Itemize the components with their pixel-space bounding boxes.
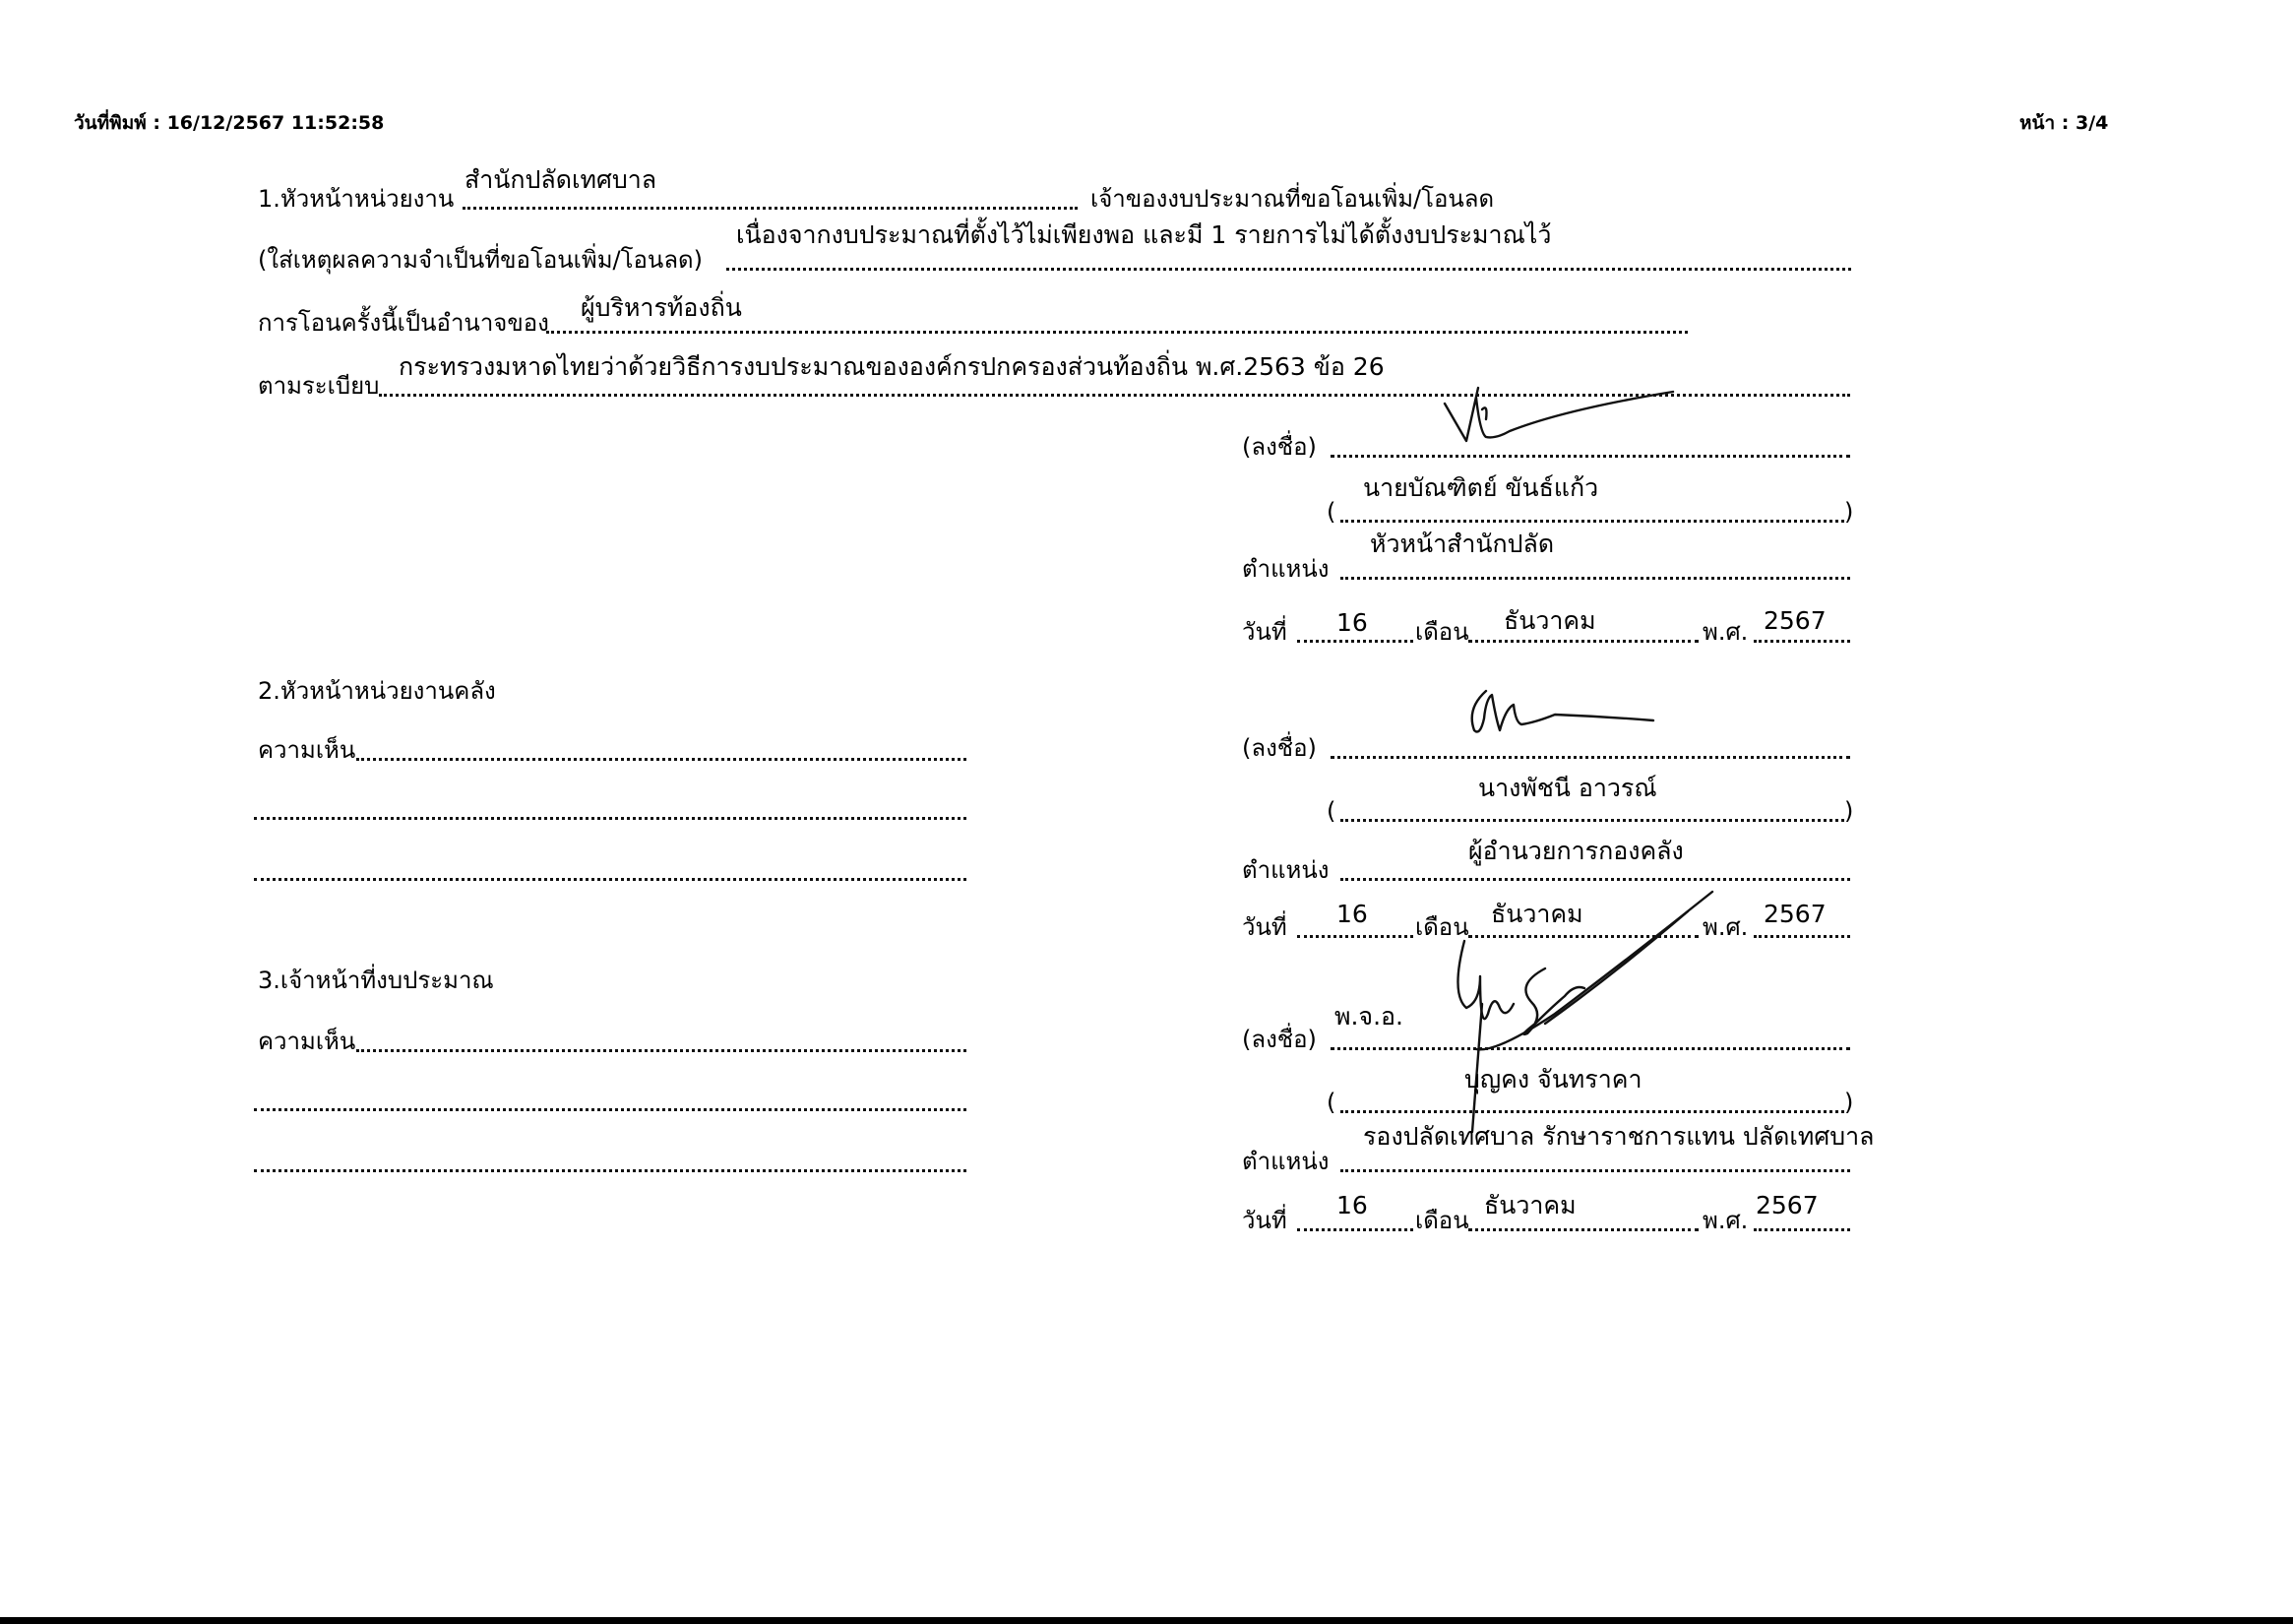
date-label-2: วันที่ — [1242, 913, 1287, 941]
name-dotted-line-3 — [1340, 1110, 1844, 1113]
month-label-1: เดือน — [1415, 618, 1469, 646]
position-label-3: ตำแหน่ง — [1242, 1148, 1330, 1175]
scan-bottom-edge — [0, 1617, 2293, 1624]
month-dotted-line-1 — [1468, 640, 1699, 643]
section3-opinion-line-3 — [254, 1169, 966, 1172]
page-number: หน้า : 3/4 — [2019, 112, 2109, 134]
year-dotted-line-2 — [1754, 935, 1850, 938]
year-label-3: พ.ศ. — [1703, 1207, 1749, 1234]
section3-title: 3.เจ้าหน้าที่งบประมาณ — [258, 967, 494, 994]
position-label-2: ตำแหน่ง — [1242, 856, 1330, 884]
month-value-3: ธันวาคม — [1484, 1191, 1577, 1219]
close-paren-3: ) — [1844, 1089, 1854, 1116]
section3-opinion-label: ความเห็น — [258, 1028, 356, 1055]
section2-opinion-line-1 — [356, 758, 966, 761]
day-dotted-line-3 — [1297, 1228, 1413, 1231]
section2-opinion-label: ความเห็น — [258, 736, 356, 764]
month-value-2: ธันวาคม — [1491, 900, 1583, 928]
date-label-3: วันที่ — [1242, 1207, 1287, 1234]
signer-position-1: หัวหน้าสำนักปลัด — [1370, 530, 1555, 558]
signature-2 — [1456, 679, 1663, 748]
open-paren-1: ( — [1327, 498, 1336, 526]
day-value-2: 16 — [1336, 900, 1368, 928]
date-label-1: วันที่ — [1242, 618, 1287, 646]
signer-name-1: นายบัณฑิตย์ ขันธ์แก้ว — [1363, 473, 1599, 502]
signer-position-2: ผู้อำนวยการกองคลัง — [1468, 837, 1684, 865]
year-value-1: 2567 — [1764, 606, 1827, 635]
year-value-3: 2567 — [1756, 1191, 1819, 1219]
month-dotted-line-3 — [1468, 1228, 1699, 1231]
authority-value: ผู้บริหารท้องถิ่น — [581, 293, 742, 322]
position-label-1: ตำแหน่ง — [1242, 555, 1330, 583]
year-label-1: พ.ศ. — [1703, 618, 1749, 646]
sign-dotted-line-3 — [1331, 1047, 1850, 1050]
year-label-2: พ.ศ. — [1703, 913, 1749, 941]
signer-prefix-3: พ.จ.อ. — [1334, 1002, 1403, 1031]
sign-label-2: (ลงชื่อ) — [1242, 734, 1317, 762]
month-label-2: เดือน — [1415, 913, 1469, 941]
day-value-1: 16 — [1336, 608, 1368, 637]
close-paren-2: ) — [1844, 797, 1854, 825]
sign-dotted-line-1 — [1331, 455, 1850, 458]
signature-1 — [1437, 374, 1693, 453]
unit-label: 1.หัวหน้าหน่วยงาน — [258, 185, 455, 213]
sign-label-1: (ลงชื่อ) — [1242, 433, 1317, 461]
section2-opinion-line-3 — [254, 878, 966, 881]
signer-name-3: บุญคง จันทราคา — [1464, 1065, 1642, 1093]
year-dotted-line-3 — [1754, 1228, 1850, 1231]
position-dotted-line-2 — [1340, 878, 1850, 881]
day-dotted-line-2 — [1297, 935, 1413, 938]
close-paren-1: ) — [1844, 498, 1854, 526]
name-dotted-line-2 — [1340, 819, 1844, 822]
position-dotted-line-3 — [1340, 1169, 1850, 1172]
authority-label: การโอนครั้งนี้เป็นอำนาจของ — [258, 309, 549, 337]
signer-position-3: รองปลัดเทศบาล รักษาราชการแทน ปลัดเทศบาล — [1363, 1122, 1875, 1151]
section2-title: 2.หัวหน้าหน่วยงานคลัง — [258, 677, 496, 705]
reason-value: เนื่องจากงบประมาณที่ตั้งไว้ไม่เพียงพอ และมี 1 รายการไม่ได้ตั้งงบประมาณไว้ — [736, 220, 1552, 249]
regulation-value: กระทรวงมหาดไทยว่าด้วยวิธีการงบประมาณขององค์กรปกครองส่วนท้องถิ่น พ.ศ.2563 ข้อ 26 — [399, 352, 1385, 381]
section3-opinion-line-1 — [356, 1049, 966, 1052]
open-paren-2: ( — [1327, 797, 1336, 825]
owner-text: เจ้าของงบประมาณที่ขอโอนเพิ่ม/โอนลด — [1090, 185, 1495, 213]
reason-label: (ใส่เหตุผลความจำเป็นที่ขอโอนเพิ่ม/โอนลด) — [258, 246, 703, 274]
position-dotted-line-1 — [1340, 577, 1850, 580]
reason-dotted-line — [726, 268, 1851, 271]
name-dotted-line-1 — [1340, 520, 1844, 523]
month-label-3: เดือน — [1415, 1207, 1469, 1234]
print-date: วันที่พิมพ์ : 16/12/2567 11:52:58 — [74, 112, 385, 134]
signer-name-2: นางพัชนี อาวรณ์ — [1478, 774, 1657, 802]
section3-opinion-line-2 — [254, 1108, 966, 1111]
sign-label-3: (ลงชื่อ) — [1242, 1026, 1317, 1053]
regulation-label: ตามระเบียบ — [258, 372, 380, 400]
day-value-3: 16 — [1336, 1191, 1368, 1219]
signature-3 — [1437, 886, 1732, 1142]
authority-dotted-line — [546, 331, 1688, 334]
section2-opinion-line-2 — [254, 817, 966, 820]
unit-value: สำนักปลัดเทศบาล — [465, 165, 657, 194]
day-dotted-line-1 — [1297, 640, 1413, 643]
month-value-1: ธันวาคม — [1504, 606, 1596, 635]
unit-dotted-line — [463, 207, 1078, 210]
year-dotted-line-1 — [1754, 640, 1850, 643]
year-value-2: 2567 — [1764, 900, 1827, 928]
open-paren-3: ( — [1327, 1089, 1336, 1116]
sign-dotted-line-2 — [1331, 756, 1850, 759]
